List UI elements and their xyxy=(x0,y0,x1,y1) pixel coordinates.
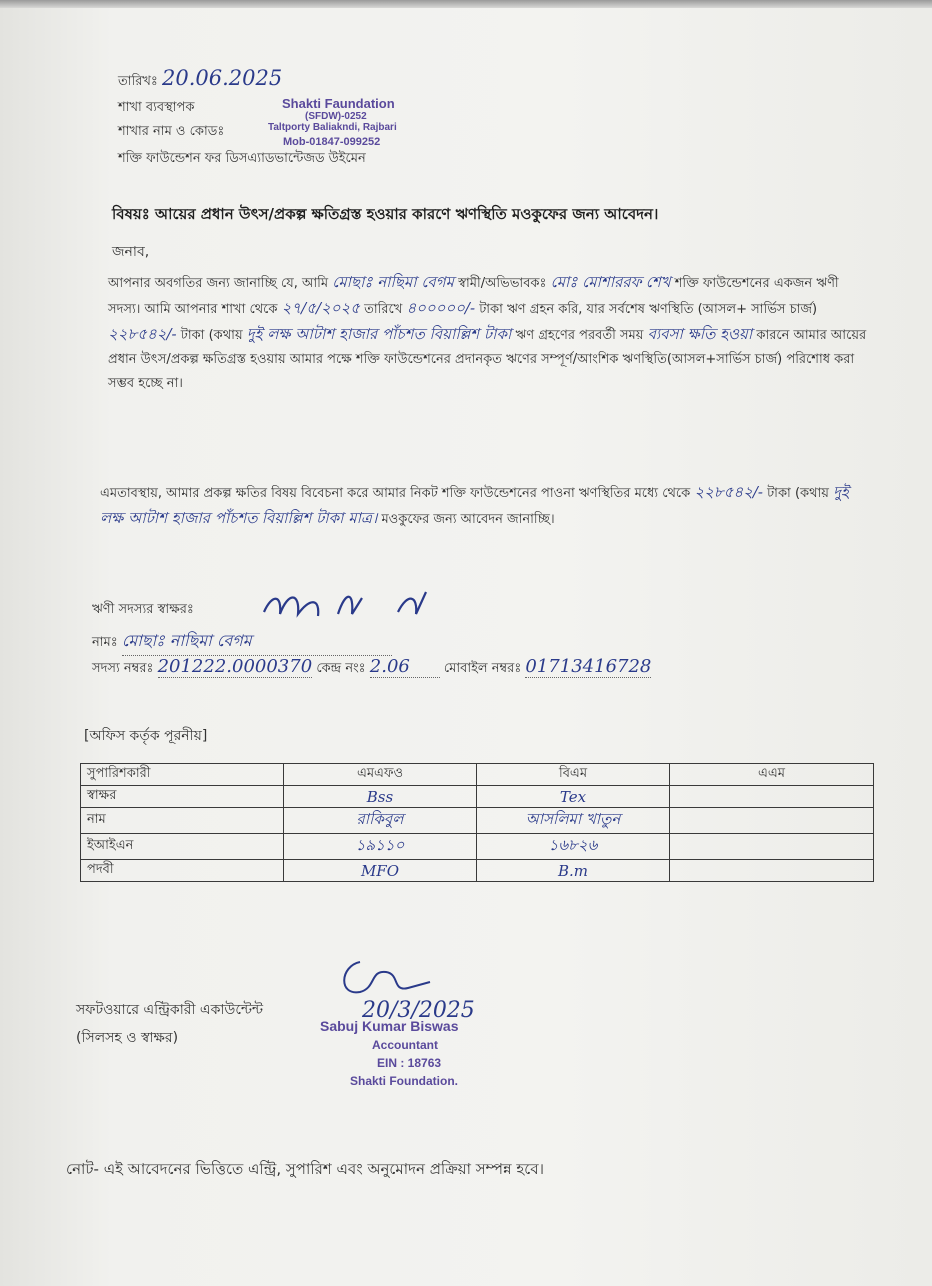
document-page xyxy=(0,8,932,1286)
p1-guardian-2: শেখ xyxy=(645,273,671,291)
paragraph-1 xyxy=(108,270,868,396)
p1-loan-amount: ৪০০০০০/- xyxy=(406,299,476,317)
applicant-number-line xyxy=(92,656,651,680)
mobile-value: 01713416728 xyxy=(525,656,652,677)
date-line xyxy=(118,66,282,93)
stamp-line-2: (SFDW)-0252 xyxy=(305,111,367,122)
applicant-name-line xyxy=(92,628,392,656)
p1-applicant-name: মোছাঃ নাছিমা বেগম xyxy=(332,273,454,291)
p2-text-b: টাকা (কথায় xyxy=(767,486,829,501)
office-table xyxy=(80,763,874,882)
row-label: পদবী xyxy=(81,860,284,882)
stamp-line-4: Mob-01847-099252 xyxy=(283,136,381,148)
p1-amount-words: দুই লক্ষ আটাশ হাজার পাঁচশত বিয়াল্লিশ টাকা xyxy=(246,325,512,343)
p1-text-b: স্বামী/অভিভাবকঃ xyxy=(458,276,547,291)
p2-amount: ২২৮৫৪২/- xyxy=(694,483,763,501)
accountant-stamp-ein: EIN : 18763 xyxy=(377,1056,442,1070)
applicant-name-label: নামঃ xyxy=(92,635,118,650)
center-label: কেন্দ্র নংঃ xyxy=(316,661,366,676)
applicant-signature xyxy=(258,584,478,624)
branch-label: শাখার নাম ও কোডঃ xyxy=(118,124,225,139)
header-cell: বিএম xyxy=(477,764,670,786)
table-header-row xyxy=(81,764,874,786)
center-value: 2.06 xyxy=(370,656,440,678)
accountant-seal-label: (সিলসহ ও স্বাক্ষর) xyxy=(76,1030,179,1046)
paragraph-2 xyxy=(100,480,868,532)
header-cell: এমএফও xyxy=(284,764,477,786)
accountant-stamp-name: Sabuj Kumar Biswas xyxy=(320,1018,459,1034)
mfo-cell: MFO xyxy=(284,860,477,882)
p1-text-c: শক্তি ফাউন্ডেশনের একজন ঋণী সদস্য। আমি আপনার শাখা থেকে xyxy=(108,276,839,317)
p1-reason: ব্যবসা ক্ষতি হওয়া xyxy=(647,325,753,343)
accountant-stamp-org: Shakti Foundation. xyxy=(350,1074,458,1088)
p2-text-c: মওকুফের জন্য আবেদন জানাচ্ছি। xyxy=(381,512,555,527)
member-label: সদস্য নম্বরঃ xyxy=(92,661,154,676)
p2-amount-words-2: বিয়াল্লিশ টাকা মাত্র। xyxy=(261,509,378,527)
manager-label: শাখা ব্যবস্থাপক xyxy=(118,100,195,115)
p2-text-a: এমতাবস্থায়, আমার প্রকল্প ক্ষতির বিষয় বিবেচনা করে আমার নিকট শক্তি ফাউন্ডেশনের পাওনা ঋণস্থিতির মধ্যে থেকে xyxy=(100,486,691,501)
am-cell xyxy=(670,786,874,808)
subject-line: বিষয়ঃ আয়ের প্রধান উৎস/প্রকল্প ক্ষতিগ্রস্ত হওয়ার কারণে ঋণস্থিতি মওকুফের জন্য আবেদন। xyxy=(112,205,659,223)
stamp-line-1: Shakti Faundation xyxy=(282,96,395,111)
applicant-name-value: মোছাঃ নাছিমা বেগম xyxy=(122,628,392,656)
row-label: স্বাক্ষর xyxy=(81,786,284,808)
table-row xyxy=(81,860,874,882)
salutation: জনাব, xyxy=(112,244,150,260)
header-cell: সুপারিশকারী xyxy=(81,764,284,786)
accountant-stamp-title: Accountant xyxy=(372,1038,438,1052)
p1-outstanding: ২২৮৫৪২/- xyxy=(108,325,177,343)
p1-text-h: কারনে আমার আয়ের প্রধান উৎস/প্রকল্প ক্ষতিগ্রস্ত হওয়ায় আমার পক্ষে শক্তি ফাউন্ডেশনের প্রদানকৃত ঋণের সম্পূর্ণ/আংশিক ঋণস্থিতি(আসল+সার্ভিস চার্জ) পরিশোধ করা সম্ভব হচ্ছে না। xyxy=(108,328,867,391)
bm-cell: B.m xyxy=(477,860,670,882)
table-row xyxy=(81,808,874,834)
mfo-cell: ১৯১১০ xyxy=(284,834,477,860)
applicant-sign-label: ঋণী সদস্যর স্বাক্ষরঃ xyxy=(92,602,194,617)
am-cell xyxy=(670,808,874,834)
note-line: নোট- এই আবেদনের ভিত্তিতে এন্ট্রি, সুপারিশ এবং অনুমোদন প্রক্রিয়া সম্পন্ন হবে। xyxy=(66,1160,544,1178)
p2-amount-words: দুই লক্ষ আটাশ হাজার পাঁচশত xyxy=(100,483,849,527)
am-cell xyxy=(670,860,874,882)
row-label: ইআইএন xyxy=(81,834,284,860)
table-row xyxy=(81,786,874,808)
office-heading: [অফিস কর্তৃক পূরনীয়] xyxy=(84,728,208,744)
accountant-label: সফটওয়ারে এন্ট্রিকারী একাউন্টেন্ট xyxy=(76,1002,263,1018)
date-label: তারিখঃ xyxy=(118,74,158,89)
bm-cell: Tex xyxy=(477,786,670,808)
bm-cell: ১৬৮২৬ xyxy=(477,834,670,860)
p1-text-g: ঋণ গ্রহণের পরবর্তী সময় xyxy=(515,328,644,343)
p1-guardian: মোঃ মোশাররফ xyxy=(550,273,642,291)
p1-text-e: টাকা ঋণ গ্রহন করি, যার সর্বশেষ ঋণস্থিতি (আসল+ সার্ভিস চার্জ) xyxy=(479,302,818,317)
p1-loan-date: ২৭/৫/২০২৫ xyxy=(281,299,360,317)
am-cell xyxy=(670,834,874,860)
mfo-cell: Bss xyxy=(284,786,477,808)
date-value: 20.06.2025 xyxy=(162,66,283,90)
mobile-label: মোবাইল নম্বরঃ xyxy=(443,661,522,676)
p1-text-f: টাকা (কথায় xyxy=(180,328,243,343)
stamp-line-3: Taltporty Baliakndi, Rajbari xyxy=(268,122,397,133)
p1-text-a: আপনার অবগতির জন্য জানাচ্ছি যে, আমি xyxy=(108,276,329,291)
mfo-cell: রাকিবুল xyxy=(284,808,477,834)
header-cell: এএম xyxy=(670,764,874,786)
member-value: 201222.0000370 xyxy=(157,656,313,677)
bm-cell: আসলিমা খাতুন xyxy=(477,808,670,834)
org-label: শক্তি ফাউন্ডেশন ফর ডিসএ্যাডভান্টেজড উইমেন xyxy=(118,151,366,166)
table-row xyxy=(81,834,874,860)
p1-text-d: তারিখে xyxy=(364,302,403,317)
row-label: নাম xyxy=(81,808,284,834)
accountant-sign-date: 20/3/2025 xyxy=(362,998,475,1023)
